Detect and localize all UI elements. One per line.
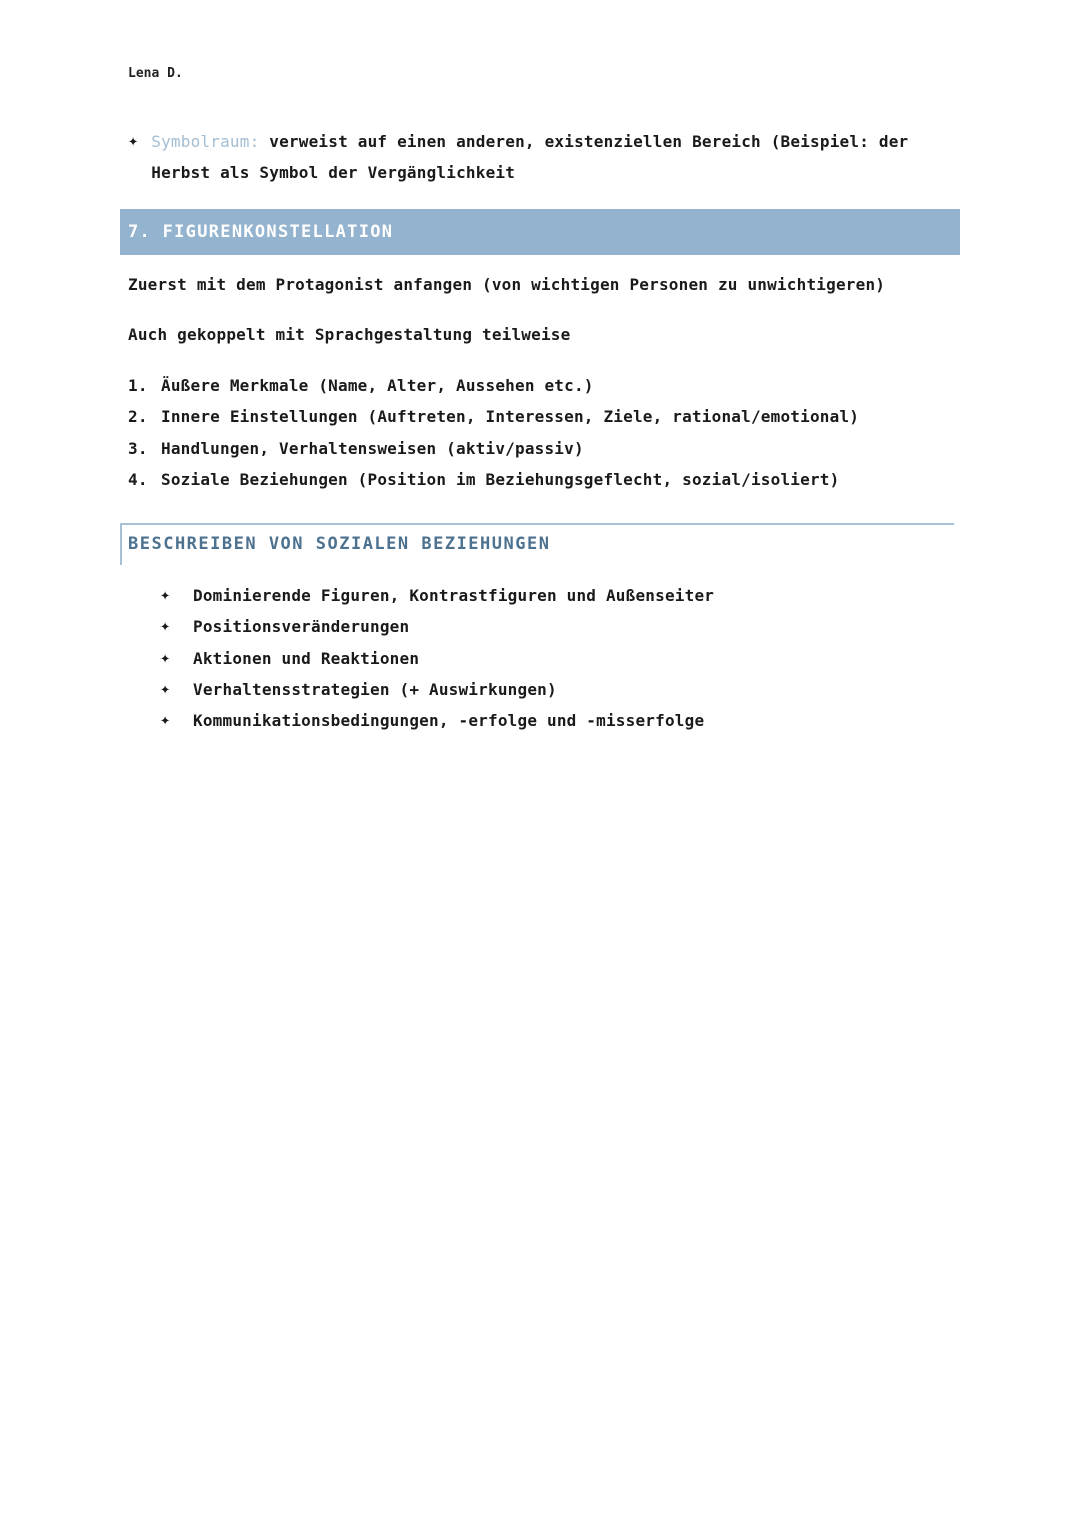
numbered-list bbox=[128, 370, 859, 495]
four-pointed-star-icon: ✦ bbox=[160, 678, 171, 699]
four-pointed-star-icon: ✦ bbox=[160, 710, 171, 731]
symbol-description: verweist auf einen anderen, existenziellen Bereich (Beispiel: der Herbst als Symbol der Vergänglichkeit bbox=[151, 132, 909, 182]
list-item-text: Äußere Merkmale (Name, Alter, Aussehen etc.) bbox=[161, 376, 594, 395]
symbol-item-text bbox=[151, 126, 948, 188]
numbered-list-item bbox=[128, 370, 859, 401]
four-pointed-star-icon: ✦ bbox=[128, 131, 139, 151]
author-name: Lena D. bbox=[128, 66, 183, 81]
list-item bbox=[160, 705, 714, 736]
section-title: 7. FIGURENKONSTELLATION bbox=[128, 222, 394, 242]
intro-paragraph: Zuerst mit dem Protagonist anfangen (von wichtigen Personen zu unwichtigeren) bbox=[128, 275, 886, 294]
list-number: 3. bbox=[128, 438, 148, 458]
list-item bbox=[160, 643, 714, 674]
list-item-text: Soziale Beziehungen (Position im Beziehungsgeflecht, sozial/isoliert) bbox=[161, 469, 840, 489]
subsection-header bbox=[120, 523, 954, 565]
list-item bbox=[160, 674, 714, 705]
list-number: 4. bbox=[128, 469, 148, 489]
list-item-text: Aktionen und Reaktionen bbox=[193, 648, 420, 668]
list-item-text: Verhaltensstrategien (+ Auswirkungen) bbox=[193, 679, 557, 699]
subsection-title: BESCHREIBEN VON SOZIALEN BEZIEHUNGEN bbox=[128, 534, 551, 554]
list-item-text: Handlungen, Verhaltensweisen (aktiv/passiv) bbox=[161, 438, 584, 458]
numbered-list-item bbox=[128, 464, 859, 495]
numbered-list-item bbox=[128, 401, 859, 432]
bullet-list bbox=[160, 580, 714, 736]
coupling-paragraph: Auch gekoppelt mit Sprachgestaltung teilweise bbox=[128, 325, 571, 344]
list-item bbox=[160, 611, 714, 642]
list-item-text: Innere Einstellungen (Auftreten, Interessen, Ziele, rational/emotional) bbox=[161, 407, 860, 427]
numbered-list-item bbox=[128, 433, 859, 464]
list-number: 2. bbox=[128, 407, 148, 427]
list-item-text: Kommunikationsbedingungen, -erfolge und -misserfolge bbox=[193, 711, 705, 731]
symbol-list-item bbox=[128, 126, 948, 188]
list-number: 1. bbox=[128, 376, 148, 395]
four-pointed-star-icon: ✦ bbox=[160, 647, 171, 668]
symbol-term: Symbolraum: bbox=[151, 132, 260, 151]
four-pointed-star-icon: ✦ bbox=[160, 585, 171, 605]
four-pointed-star-icon: ✦ bbox=[160, 616, 171, 637]
list-item-text: Dominierende Figuren, Kontrastfiguren und Außenseiter bbox=[193, 586, 715, 605]
section-header-bar bbox=[120, 209, 960, 255]
list-item bbox=[160, 580, 714, 611]
list-item-text: Positionsveränderungen bbox=[193, 617, 410, 637]
